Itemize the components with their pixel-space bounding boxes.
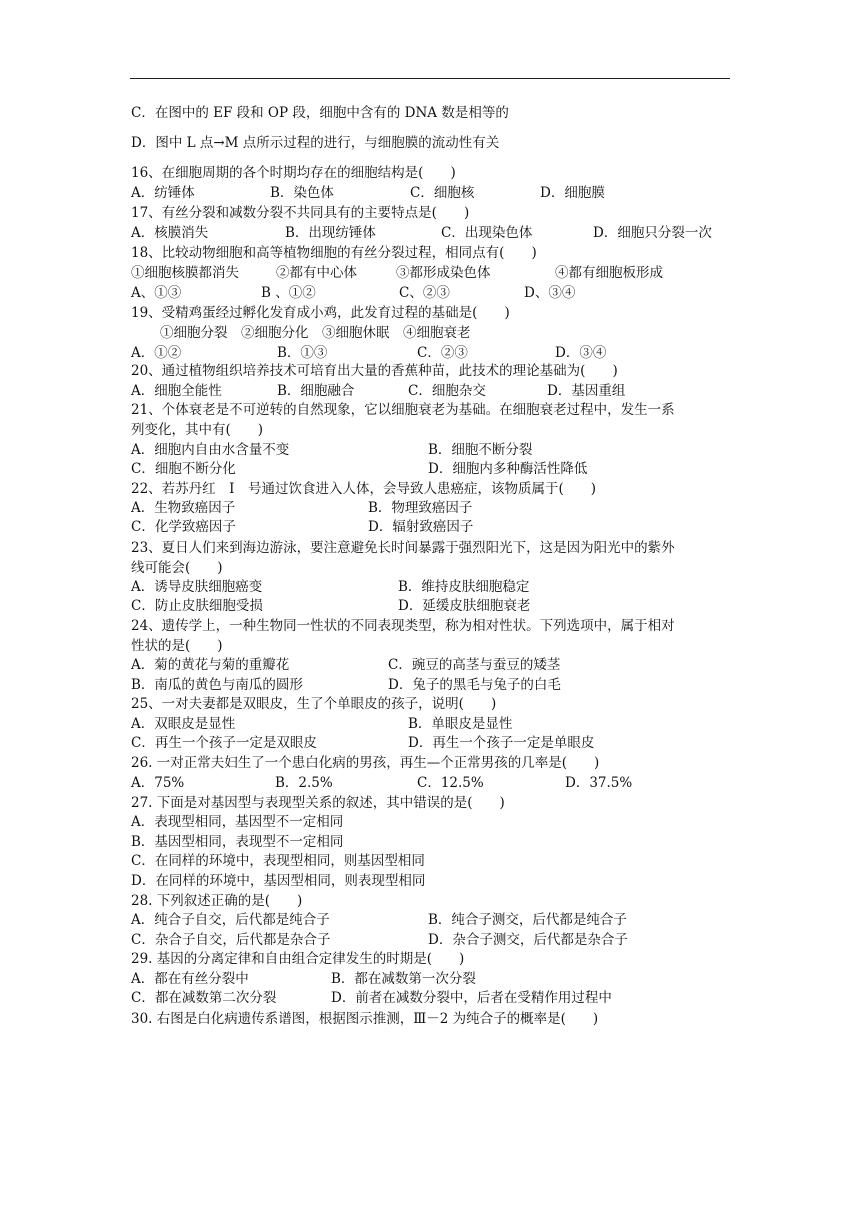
- q17-option-c: C．出现染色体: [441, 225, 533, 241]
- header-rule: [130, 78, 730, 79]
- q16-option-c: C．细胞核: [410, 185, 475, 201]
- q24-option-a: A．菊的黄花与菊的重瓣花: [131, 657, 290, 673]
- q20-option-c: C．细胞杂交: [408, 383, 486, 399]
- q25-option-b: B．单眼皮是显性: [408, 716, 513, 732]
- q21-option-d: D．细胞内多种酶活性降低: [428, 461, 588, 477]
- q16-stem: 16、在细胞周期的各个时期均存在的细胞结构是( ): [131, 165, 456, 181]
- q23-option-c: C．防止皮肤细胞受损: [131, 598, 263, 614]
- q19-stem: 19、受精鸡蛋经过孵化发育成小鸡，此发育过程的基础是( ): [131, 305, 510, 321]
- q18-option-a: A、①③: [131, 285, 182, 301]
- q22-option-d: D．辐射致癌因子: [368, 519, 474, 535]
- q28-option-c: C．杂合子自交，后代都是杂合子: [131, 932, 331, 948]
- q17-option-d: D．细胞只分裂一次: [593, 225, 712, 241]
- q20-option-a: A．细胞全能性: [131, 383, 222, 399]
- q29-option-c: C．都在减数第二次分裂: [131, 990, 277, 1006]
- q25-option-a: A．双眼皮是显性: [131, 716, 236, 732]
- q24-stem-line2: 性状的是( ): [131, 638, 223, 654]
- q25-stem: 25、一对夫妻都是双眼皮，生了个单眼皮的孩子，说明( ): [131, 696, 497, 712]
- q15-option-d: D．图中 L 点→M 点所示过程的进行，与细胞膜的流动性有关: [131, 135, 500, 151]
- q22-stem: 22、若苏丹红 Ⅰ 号通过饮食进入人体，会导致人患癌症，该物质属于( ): [131, 481, 597, 497]
- q21-stem-line1: 21、个体衰老是不可逆转的自然现象，它以细胞衰老为基础。在细胞衰老过程中，发生一系: [131, 402, 675, 418]
- q26-option-d: D．37.5%: [565, 775, 633, 791]
- q27-option-b: B．基因型相同，表现型不一定相同: [131, 834, 344, 850]
- q26-option-b: B．2.5%: [275, 775, 333, 791]
- q23-option-d: D．延缓皮肤细胞衰老: [398, 598, 531, 614]
- q17-option-a: A．核膜消失: [131, 225, 209, 241]
- q21-option-a: A．细胞内自由水含量不变: [131, 442, 290, 458]
- q22-option-a: A．生物致癌因子: [131, 500, 236, 516]
- q19-option-b: B．①③: [277, 345, 328, 361]
- q18-option-b: B 、①②: [261, 285, 316, 301]
- q16-option-a: A．纺锤体: [131, 185, 195, 201]
- q19-option-a: A．①②: [131, 345, 182, 361]
- q26-option-c: C．12.5%: [417, 775, 484, 791]
- q21-stem-line2: 列变化，其中有( ): [131, 422, 264, 438]
- q18-item-3: ③都形成染色体: [396, 265, 491, 281]
- q20-option-d: D．基因重组: [547, 383, 626, 399]
- q23-option-a: A．诱导皮肤细胞癌变: [131, 579, 263, 595]
- q17-option-b: B．出现纺锤体: [285, 225, 376, 241]
- q28-option-d: D．杂合子测交，后代都是杂合子: [428, 932, 628, 948]
- q21-option-c: C．细胞不断分化: [131, 461, 236, 477]
- q22-option-b: B．物理致癌因子: [368, 500, 473, 516]
- q24-stem-line1: 24、遗传学上，一种生物同一性状的不同表现类型，称为相对性状。下列选项中，属于相对: [131, 618, 675, 634]
- q23-stem-line1: 23、夏日人们来到海边游泳，要注意避免长时间暴露于强烈阳光下，这是因为阳光中的紫外: [131, 540, 675, 556]
- q23-stem-line2: 线可能会( ): [131, 560, 223, 576]
- q26-stem: 26. 一对正常夫妇生了一个患白化病的男孩，再生—个正常男孩的几率是( ): [131, 755, 600, 771]
- q27-option-d: D．在同样的环境中，基因型相同，则表现型相同: [131, 873, 426, 889]
- q29-option-b: B．都在减数第一次分裂: [331, 971, 476, 987]
- q24-option-b: B．南瓜的黄色与南瓜的圆形: [131, 677, 303, 693]
- q25-option-c: C．再生一个孩子一定是双眼皮: [131, 735, 317, 751]
- q30-stem: 30. 右图是白化病遗传系谱图，根据图示推测，Ⅲ－2 为纯合子的概率是( ): [131, 1011, 599, 1027]
- q18-option-d: D、③④: [524, 285, 576, 301]
- q20-stem: 20、通过植物组织培养技术可培育出大量的香蕉种苗，此技术的理论基础为( ): [131, 363, 618, 379]
- q18-option-c: C、②③: [399, 285, 450, 301]
- q18-stem: 18、比较动物细胞和高等植物细胞的有丝分裂过程，相同点有( ): [131, 245, 537, 261]
- q15-option-c: C．在图中的 EF 段和 OP 段，细胞中含有的 DNA 数是相等的: [131, 105, 509, 121]
- q29-stem: 29. 基因的分离定律和自由组合定律发生的时期是( ): [131, 951, 465, 967]
- q25-option-d: D．再生一个孩子一定是单眼皮: [408, 735, 595, 751]
- q21-option-b: B．细胞不断分裂: [428, 442, 533, 458]
- q27-option-c: C．在同样的环境中，表现型相同，则基因型相同: [131, 853, 425, 869]
- q28-option-a: A．纯合子自交，后代都是纯合子: [131, 912, 330, 928]
- q20-option-b: B．细胞融合: [277, 383, 355, 399]
- q16-option-b: B．染色体: [270, 185, 334, 201]
- q19-items: ①细胞分裂 ②细胞分化 ③细胞休眠 ④细胞衰老: [160, 325, 471, 341]
- q19-option-d: D．③④: [555, 345, 607, 361]
- q28-stem: 28. 下列叙述正确的是( ): [131, 893, 303, 909]
- q17-stem: 17、有丝分裂和减数分裂不共同具有的主要特点是( ): [131, 205, 470, 221]
- q29-option-d: D．前者在减数分裂中，后者在受精作用过程中: [331, 990, 612, 1006]
- q28-option-b: B．纯合子测交，后代都是纯合子: [428, 912, 627, 928]
- q22-option-c: C．化学致癌因子: [131, 519, 236, 535]
- q27-stem: 27. 下面是对基因型与表现型关系的叙述，其中错误的是( ): [131, 795, 505, 811]
- q27-option-a: A．表现型相同，基因型不一定相同: [131, 814, 344, 830]
- q18-item-4: ④都有细胞板形成: [555, 265, 663, 281]
- q16-option-d: D．细胞膜: [540, 185, 605, 201]
- q19-option-c: C．②③: [417, 345, 468, 361]
- q24-option-d: D．兔子的黑毛与兔子的白毛: [388, 677, 561, 693]
- q23-option-b: B．维持皮肤细胞稳定: [398, 579, 530, 595]
- q18-item-2: ②都有中心体: [276, 265, 357, 281]
- q26-option-a: A．75%: [131, 775, 185, 791]
- q18-item-1: ①细胞核膜都消失: [131, 265, 239, 281]
- q29-option-a: A．都在有丝分裂中: [131, 971, 249, 987]
- q24-option-c: C．豌豆的高茎与蚕豆的矮茎: [388, 657, 561, 673]
